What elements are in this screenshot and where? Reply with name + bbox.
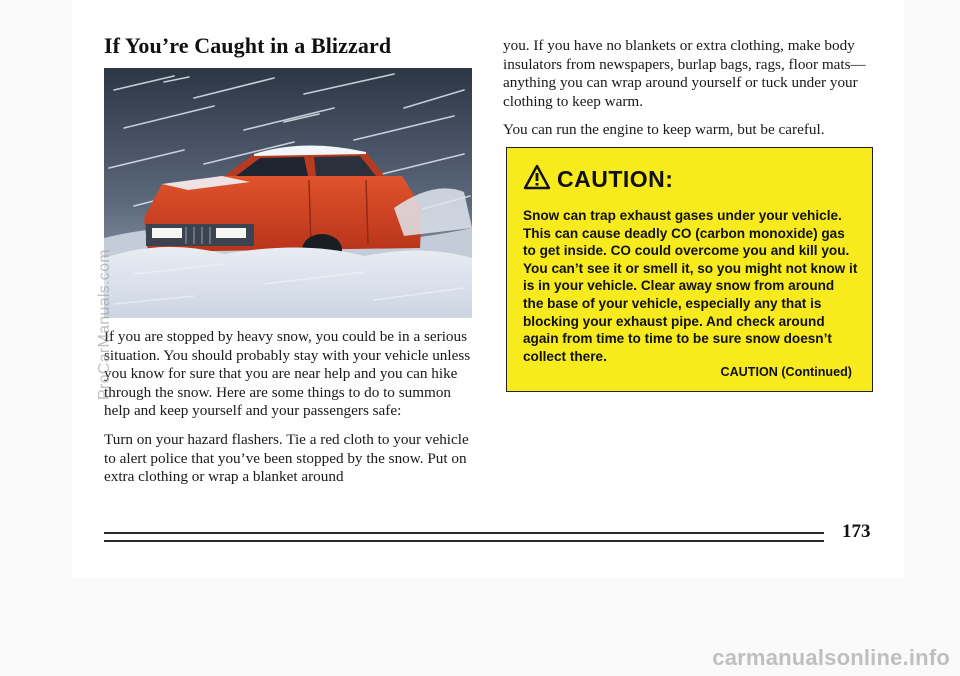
bottom-watermark: carmanualsonline.info — [712, 645, 950, 670]
page-number: 173 — [842, 521, 871, 542]
footer-rule-bottom — [104, 540, 824, 542]
warning-triangle-icon — [523, 164, 551, 195]
paragraph-hazard-flashers: Turn on your hazard flashers. Tie a red cloth to your vehicle to alert police that you’ve been stopped by the snow. Put on extra clothing or wrap a blanket around — [104, 430, 469, 486]
caution-box — [506, 147, 873, 392]
paragraph-run-engine: You can run the engine to keep warm, but be careful. — [503, 121, 825, 139]
footer-rules — [104, 532, 824, 548]
right-column-text — [503, 37, 883, 150]
page-heading: If You’re Caught in a Blizzard — [104, 33, 392, 58]
footer-rule-top — [104, 532, 824, 534]
paragraph-body-insulators: you. If you have no blankets or extra clothing, make body insulators from newspapers, burlap bags, rags, floor mats—anything you can wrap around yourself or tuck under your clothing to keep warm. — [503, 37, 866, 110]
caution-continued: CAUTION (Continued) — [720, 365, 852, 379]
left-column-text — [104, 328, 476, 497]
paragraph-stopped-by-snow: If you are stopped by heavy snow, you could be in a serious situation. You should probably stay with your vehicle unless you know for sure that you are near help and you can hike through the snow. Here are some things to do to summon help and keep yourself and your passengers safe: — [104, 328, 471, 420]
caution-text: Snow can trap exhaust gases under your vehicle. This can cause deadly CO (carbon monoxide) gas to get inside. CO could overcome you and kill you. You can’t see it or smell it, so you might not know it is in your vehicle. Clear away snow from around the base of your vehicle, especially any that is blocking your exhaust pipe. And check around again from time to time to be sure snow doesn’t collect there. — [523, 208, 858, 364]
side-watermark: ProCarManuals.com — [96, 249, 113, 400]
caution-title: CAUTION: — [557, 165, 674, 192]
caution-header — [523, 164, 858, 194]
blizzard-car-illustration — [104, 68, 472, 318]
